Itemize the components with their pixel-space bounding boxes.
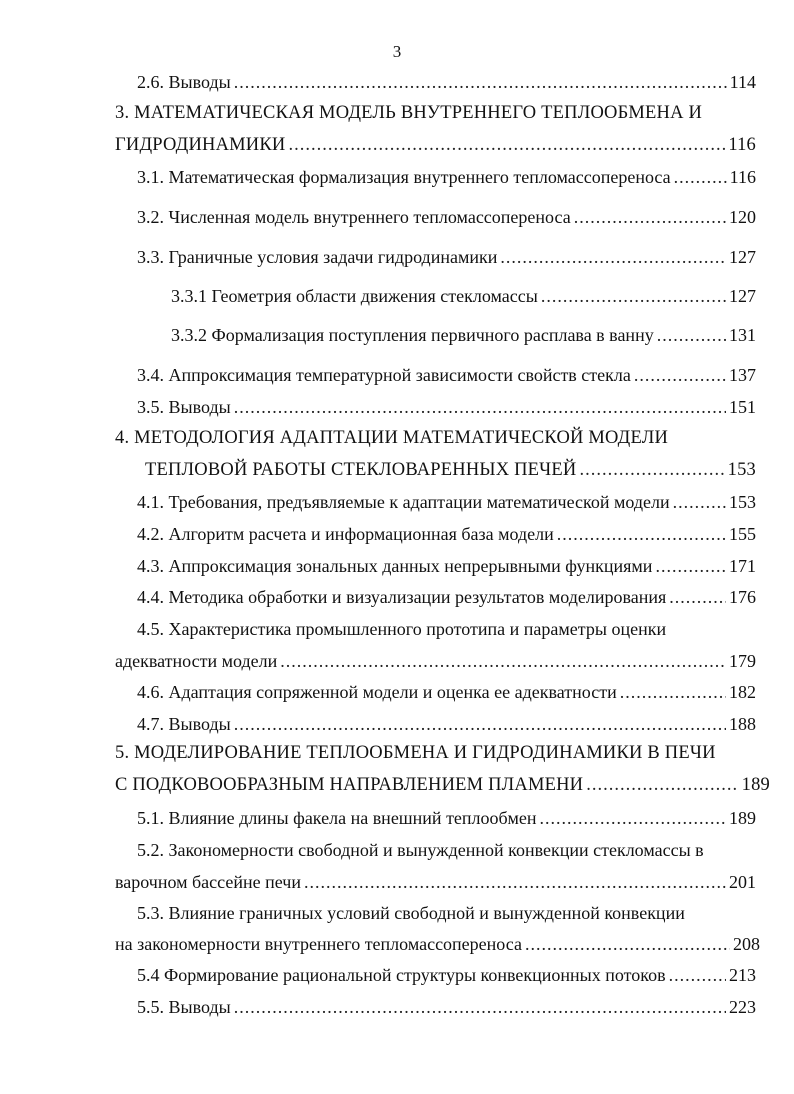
toc-entry-page: 131 bbox=[729, 325, 756, 345]
toc-chapter-3-line2 bbox=[115, 135, 756, 161]
toc-entry-page: 155 bbox=[729, 524, 756, 544]
toc-entry-text: ГИДРОДИНАМИКИ bbox=[115, 135, 286, 155]
toc-entry-page: 176 bbox=[729, 587, 756, 607]
toc-entry-text: 4.7. Выводы bbox=[137, 714, 231, 734]
toc-entry-4-5-line2 bbox=[115, 651, 756, 677]
toc-entry-text: 3.1. Математическая формализация внутреннего тепломассопереноса bbox=[137, 167, 671, 187]
toc-entry-text: 2.6. Выводы bbox=[137, 72, 231, 92]
toc-entry-text: 5.1. Влияние длины факела на внешний теплообмен bbox=[137, 808, 537, 828]
toc-entry-page: 120 bbox=[729, 207, 756, 227]
leader-dots bbox=[234, 72, 727, 93]
toc-entry-page: 116 bbox=[728, 135, 756, 155]
toc-entry-3-3 bbox=[137, 247, 756, 273]
leader-dots bbox=[304, 872, 726, 893]
leader-dots bbox=[655, 556, 726, 577]
toc-entry-5-1 bbox=[137, 808, 756, 834]
toc-entry-text: 3.3.1 Геометрия области движения стекломассы bbox=[171, 286, 538, 306]
toc-entry-text: 5.3. Влияние граничных условий свободной и вынужденной конвекции bbox=[137, 903, 685, 923]
toc-entry-text: 4.2. Алгоритм расчета и информационная база модели bbox=[137, 524, 554, 544]
leader-dots bbox=[674, 167, 727, 188]
toc-entry-4-7 bbox=[137, 714, 756, 740]
leader-dots bbox=[234, 997, 726, 1018]
toc-chapter-3-line1 bbox=[115, 103, 702, 129]
toc-entry-text: 5.2. Закономерности свободной и вынужденной конвекции стекломассы в bbox=[137, 840, 704, 860]
leader-dots bbox=[574, 207, 726, 228]
toc-entry-page: 182 bbox=[729, 682, 756, 702]
toc-entry-4-2 bbox=[137, 524, 756, 550]
leader-dots bbox=[579, 460, 724, 481]
toc-entry-text: 5.5. Выводы bbox=[137, 997, 231, 1017]
toc-entry-page: 153 bbox=[729, 492, 756, 512]
leader-dots bbox=[669, 965, 726, 986]
toc-entry-3-3-1 bbox=[171, 286, 756, 312]
page-number: 3 bbox=[392, 42, 402, 61]
leader-dots bbox=[634, 365, 726, 386]
toc-entry-page: 114 bbox=[729, 72, 756, 92]
toc-entry-3-2 bbox=[137, 207, 756, 233]
leader-dots bbox=[673, 492, 726, 513]
toc-entry-text: варочном бассейне печи bbox=[115, 872, 301, 892]
toc-entry-page: 116 bbox=[729, 167, 756, 187]
toc-entry-page: 189 bbox=[741, 775, 770, 795]
toc-chapter-5-line1 bbox=[115, 743, 716, 769]
toc-entry-text: 5.4 Формирование рациональной структуры конвекционных потоков bbox=[137, 965, 666, 985]
leader-dots bbox=[280, 651, 726, 672]
toc-entry-2-6 bbox=[137, 72, 756, 98]
toc-entry-page: 213 bbox=[729, 965, 756, 985]
toc-entry-3-4 bbox=[137, 365, 756, 391]
toc-chapter-4-line1 bbox=[115, 428, 668, 454]
toc-entry-page: 189 bbox=[729, 808, 756, 828]
toc-entry-5-2-line1 bbox=[137, 840, 704, 866]
toc-entry-text: 4.1. Требования, предъявляемые к адаптации математической модели bbox=[137, 492, 670, 512]
toc-entry-3-5 bbox=[137, 397, 756, 423]
leader-dots bbox=[288, 135, 725, 156]
toc-entry-4-5-line1 bbox=[137, 619, 666, 645]
toc-entry-page: 127 bbox=[729, 247, 756, 267]
toc-entry-page: 201 bbox=[729, 872, 756, 892]
toc-chapter-4-line2 bbox=[145, 460, 756, 486]
toc-entry-page: 223 bbox=[729, 997, 756, 1017]
leader-dots bbox=[500, 247, 726, 268]
toc-entry-5-2-line2 bbox=[115, 872, 756, 898]
toc-entry-page: 188 bbox=[729, 714, 756, 734]
leader-dots bbox=[557, 524, 726, 545]
toc-entry-4-4 bbox=[137, 587, 756, 613]
toc-entry-page: 179 bbox=[729, 651, 756, 671]
leader-dots bbox=[234, 397, 726, 418]
toc-entry-5-5 bbox=[137, 997, 756, 1023]
toc-entry-text: 4.4. Методика обработки и визуализации результатов моделирования bbox=[137, 587, 667, 607]
toc-entry-page: 208 bbox=[733, 934, 760, 954]
toc-entry-text: 4.6. Адаптация сопряженной модели и оценка ее адекватности bbox=[137, 682, 617, 702]
toc-entry-text: адекватности модели bbox=[115, 651, 278, 671]
toc-entry-text: С ПОДКОВООБРАЗНЫМ НАПРАВЛЕНИЕМ ПЛАМЕНИ bbox=[115, 775, 584, 795]
toc-chapter-5-line2 bbox=[115, 775, 770, 801]
toc-entry-text: 4.3. Аппроксимация зональных данных непрерывными функциями bbox=[137, 556, 653, 576]
leader-dots bbox=[657, 325, 726, 346]
leader-dots bbox=[669, 587, 726, 608]
toc-entry-page: 127 bbox=[729, 286, 756, 306]
toc-entry-text: 4.5. Характеристика промышленного прототипа и параметры оценки bbox=[137, 619, 667, 639]
toc-entry-text: 3.5. Выводы bbox=[137, 397, 231, 417]
toc-entry-text: ТЕПЛОВОЙ РАБОТЫ СТЕКЛОВАРЕННЫХ ПЕЧЕЙ bbox=[145, 460, 577, 480]
toc-entry-text: 3. МАТЕМАТИЧЕСКАЯ МОДЕЛЬ ВНУТРЕННЕГО ТЕПЛООБМЕНА И bbox=[115, 103, 703, 123]
toc-entry-text: 3.2. Численная модель внутреннего тепломассопереноса bbox=[137, 207, 571, 227]
leader-dots bbox=[620, 682, 726, 703]
toc-entry-page: 171 bbox=[729, 556, 756, 576]
toc-entry-page: 151 bbox=[729, 397, 756, 417]
toc-entry-3-1 bbox=[137, 167, 756, 193]
toc-entry-4-3 bbox=[137, 556, 756, 582]
toc-entry-5-3-line1 bbox=[137, 903, 685, 929]
toc-entry-4-6 bbox=[137, 682, 756, 708]
toc-entry-text: 5. МОДЕЛИРОВАНИЕ ТЕПЛООБМЕНА И ГИДРОДИНАМИКИ В ПЕЧИ bbox=[115, 743, 716, 763]
toc-entry-text: 3.3.2 Формализация поступления первичного расплава в ванну bbox=[171, 325, 654, 345]
leader-dots bbox=[234, 714, 726, 735]
leader-dots bbox=[525, 934, 730, 955]
leader-dots bbox=[541, 286, 726, 307]
toc-entry-text: на закономерности внутреннего тепломассопереноса bbox=[115, 934, 522, 954]
toc-entry-page: 153 bbox=[727, 460, 756, 480]
toc-entry-5-3-line2 bbox=[115, 934, 760, 960]
leader-dots bbox=[540, 808, 726, 829]
leader-dots bbox=[586, 775, 738, 796]
toc-entry-4-1 bbox=[137, 492, 756, 518]
toc-entry-text: 3.3. Граничные условия задачи гидродинамики bbox=[137, 247, 498, 267]
toc-entry-page: 137 bbox=[729, 365, 756, 385]
toc-entry-text: 4. МЕТОДОЛОГИЯ АДАПТАЦИИ МАТЕМАТИЧЕСКОЙ МОДЕЛИ bbox=[115, 428, 669, 448]
toc-entry-3-3-2 bbox=[171, 325, 756, 351]
toc-entry-text: 3.4. Аппроксимация температурной зависимости свойств стекла bbox=[137, 365, 631, 385]
toc-entry-5-4 bbox=[137, 965, 756, 991]
